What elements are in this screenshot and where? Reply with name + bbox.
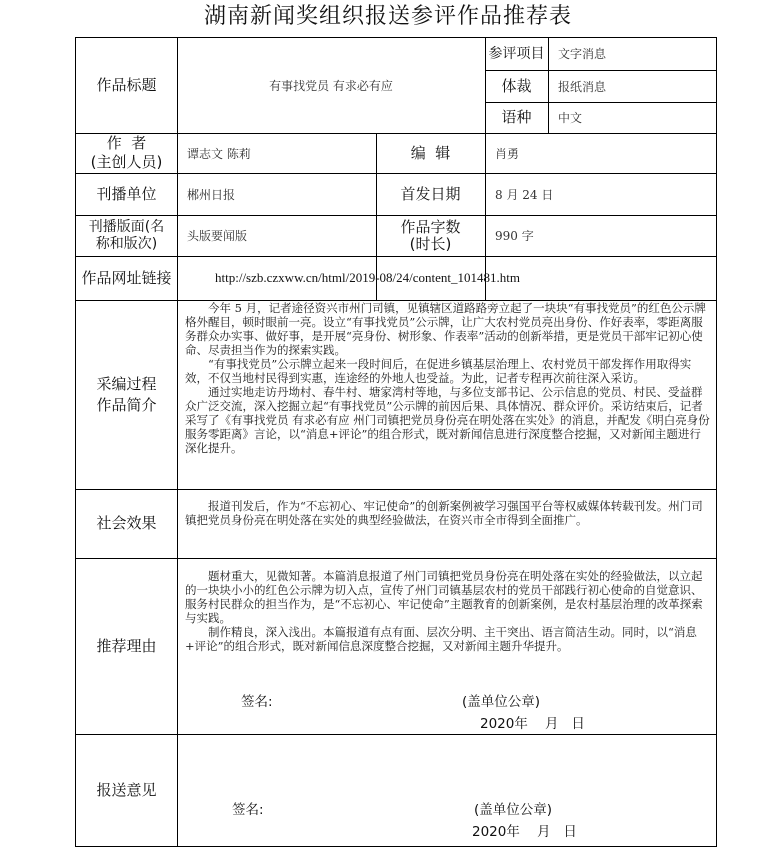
social-effect-label: 社会效果	[96, 514, 157, 532]
reason-label: 推荐理由	[96, 636, 157, 655]
first-date-value: 8 月 24 日	[495, 187, 554, 202]
process-paragraph: 今年 5 月，记者途径资兴市州门司镇，见镇辖区道路路旁立起了一块块“有事找党员”的红色公示牌格外醒目，顿时眼前一亮。设立“有事找党员”公示牌，让广大农村党员亮出身份、作好表率，零距离服务群众办实事、做好事，是开展“亮身份、树形象、作表率”活动的创新举措，更是党员干部牢记初心使命、尽责担当作为的探索实践。	[185, 301, 706, 357]
category-value: 文字消息	[558, 47, 607, 61]
editor-value: 肖勇	[495, 146, 520, 161]
page-value: 头版要闻版	[187, 229, 248, 243]
word-count-value: 990 字	[495, 229, 534, 243]
opinion-seal-label: (盖单位公章)	[474, 802, 553, 818]
language-value: 中文	[558, 111, 583, 125]
reason-sign-label: 签名:	[241, 694, 273, 710]
url-label: 作品网址链接	[81, 268, 172, 287]
first-date-label: 首发日期	[400, 184, 461, 203]
opinion-date: 2020年 月 日	[472, 824, 577, 840]
process-label: 采编过程 作品简介	[96, 374, 157, 414]
opinion-sign-label: 签名:	[232, 802, 264, 818]
opinion-label: 报送意见	[96, 780, 157, 799]
author-label: 作 者 (主创人员)	[90, 134, 163, 171]
social-effect-text: 报道刊发后，作为“不忘初心、牢记使命”的创新案例被学习强国平台等权威媒体转载刊发。州门司镇把党员身份亮在明处落在实处的典型经验做法，在资兴市全市得到全面推广。	[185, 499, 703, 527]
reason-text	[185, 569, 712, 653]
author-value: 谭志文 陈莉	[187, 146, 251, 161]
process-paragraph: “有事找党员”公示牌立起来一段时间后，在促进乡镇基层治理上、农村党员干部发挥作用取得实效，不仅当地村民得到实惠，连途经的外地人也受益。为此，记者专程再次前往深入采访。	[185, 357, 692, 385]
reason-paragraph: 制作精良，深入浅出。本篇报道有点有面、层次分明、主干突出、语言简洁生动。同时，以“消息+评论”的组合形式，既对新闻信息深度整合挖掘，又对新闻主题升华提升。	[185, 625, 697, 653]
process-paragraph: 通过实地走访丹坳村、春牛村、塘家湾村等地，与多位支部书记、公示信息的党员、村民、受益群众广泛交流，深入挖掘立起“有事找党员”公示牌的前因后果、具体情况、群众评价。采访结束后，记者采写了《有事找党员 有求必有应 州门司镇把党员身份亮在明处落在实处》的消息，并配发《明白亮身份 服务零距离》言论，以“消息+评论”的组合形式，既对新闻信息进行深度整合挖掘，又对新闻主题进行深化提升。	[185, 385, 710, 455]
work-title-value: 有事找党员 有求必有应	[269, 79, 393, 93]
editor-label: 编 辑	[410, 143, 451, 162]
reason-paragraph: 题材重大，见微知著。本篇消息报道了州门司镇把党员身份亮在明处落在实处的经验做法，以立起的一块块小小的红色公示牌为切入点，宣传了州门司镇基层农村的党员干部践行初心使命的自觉意识、服务村民群众的担当作为，是“不忘初心、牢记使命”主题教育的创新案例，是农村基层治理的改革探索与实践。	[185, 569, 703, 625]
reason-date: 2020年 月 日	[480, 716, 585, 732]
reason-seal-label: (盖单位公章)	[462, 694, 541, 710]
genre-value: 报纸消息	[558, 80, 607, 94]
work-title-label: 作品标题	[96, 76, 157, 94]
word-count-label: 作品字数 (时长)	[400, 217, 461, 253]
genre-label: 体裁	[501, 76, 532, 95]
work-url-link[interactable]: http://szb.czxww.cn/html/2019-08/24/content_101481.htm	[215, 270, 520, 285]
language-label: 语种	[501, 108, 532, 126]
process-text	[185, 301, 712, 455]
publisher-value: 郴州日报	[187, 187, 236, 202]
publisher-label: 刊播单位	[96, 184, 157, 203]
page-title: 湖南新闻奖组织报送参评作品推荐表	[203, 4, 572, 29]
page-label: 刊播版面(名 称和版次)	[88, 218, 165, 252]
recommendation-form-table	[75, 37, 717, 847]
category-label: 参评项目	[488, 45, 545, 62]
